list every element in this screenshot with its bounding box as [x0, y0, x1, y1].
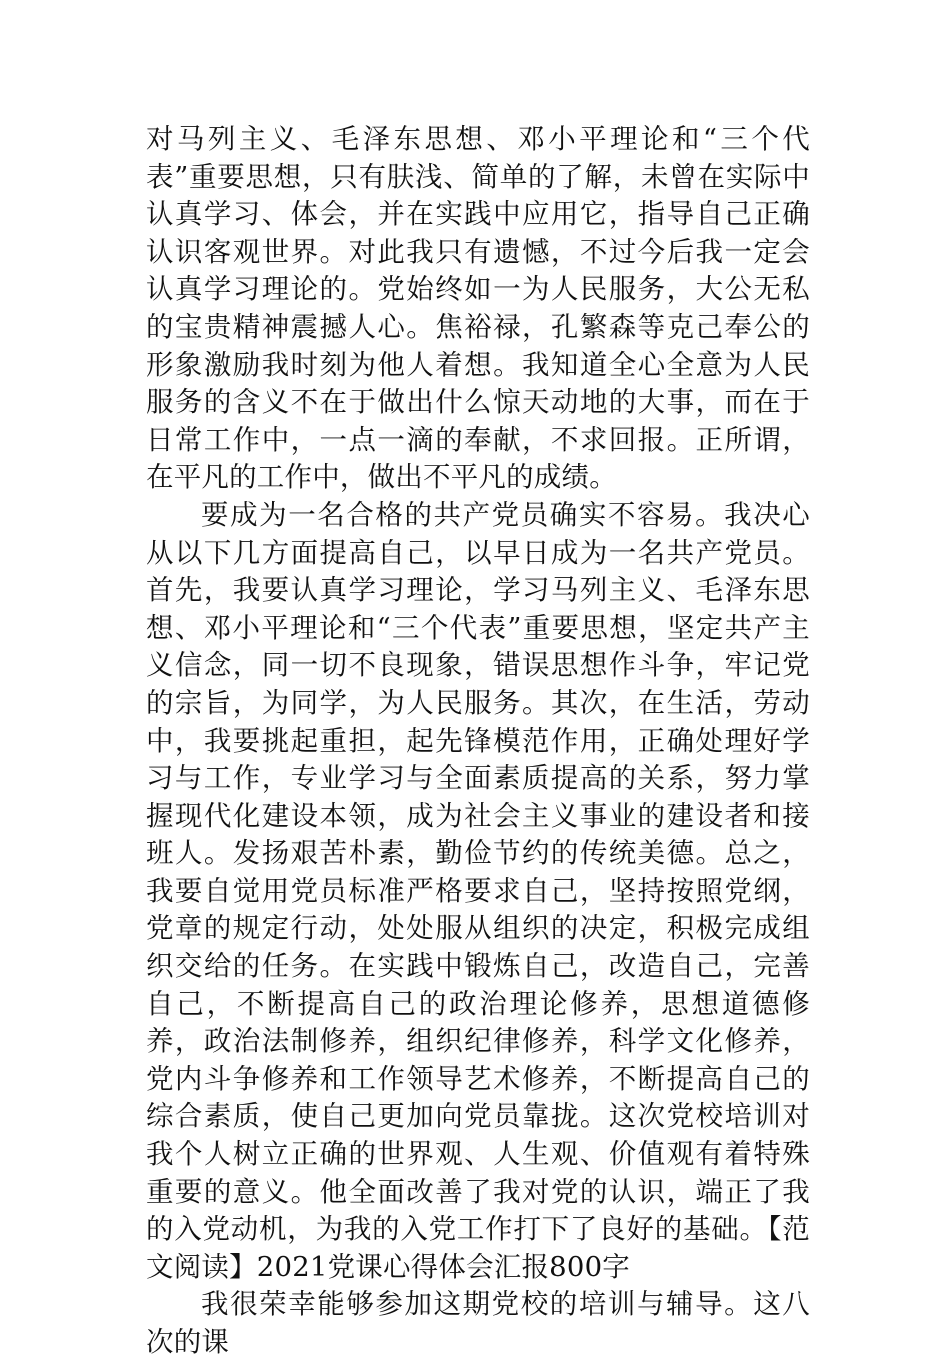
paragraph-1: 对马列主义、毛泽东思想、邓小平理论和“三个代表”重要思想，只有肤浅、简单的了解，未曾在实际中认真学习、体会，并在实践中应用它，指导自己正确认识客观世界。对此我只有遗憾，不过今后我一定会认真学习理论的。党始终如一为人民服务，大公无私的宝贵精神震撼人心。焦裕禄，孔繁森等克己奉公的形象激励我时刻为他人着想。我知道全心全意为人民服务的含义不在于做出什么惊天动地的大事，而在于日常工作中，一点一滴的奉献，不求回报。正所谓，在平凡的工作中，做出不平凡的成绩。	[146, 123, 810, 494]
paragraph-2: 要成为一名合格的共产党员确实不容易。我决心从以下几方面提高自己，以早日成为一名共产党员。首先，我要认真学习理论，学习马列主义、毛泽东思想、邓小平理论和“三个代表”重要思想，坚定共产主义信念，同一切不良现象，错误思想作斗争，牢记党的宗旨，为同学，为人民服务。其次，在生活，劳动中，我要挑起重担，起先锋模范作用，正确处理好学习与工作，专业学习与全面素质提高的关系，努力掌握现代化建设本领，成为社会主义事业的建设者和接班人。发扬艰苦朴素，勤俭节约的传统美德。总之，我要自觉用党员标准严格要求自己，坚持按照党纲，党章的规定行动，处处服从组织的决定，积极完成组织交给的任务。在实践中锻炼自己，改造自己，完善自己，不断提高自己的政治理论修养，思想道德修养，政治法制修养，组织纪律修养，科学文化修养，党内斗争修养和工作领导艺术修养，不断提高自己的综合素质，使自己更加向党员靠拢。这次党校培训对我个人树立正确的世界观、人生观、价值观有着特殊重要的意义。他全面改善了我对党的认识，端正了我的入党动机，为我的入党工作打下了良好的基础。【范文阅读】2021党课心得体会汇报800字	[146, 498, 810, 1283]
document-body	[146, 121, 810, 1362]
paragraph-3: 我很荣幸能够参加这期党校的培训与辅导。这八次的课	[146, 1288, 810, 1358]
